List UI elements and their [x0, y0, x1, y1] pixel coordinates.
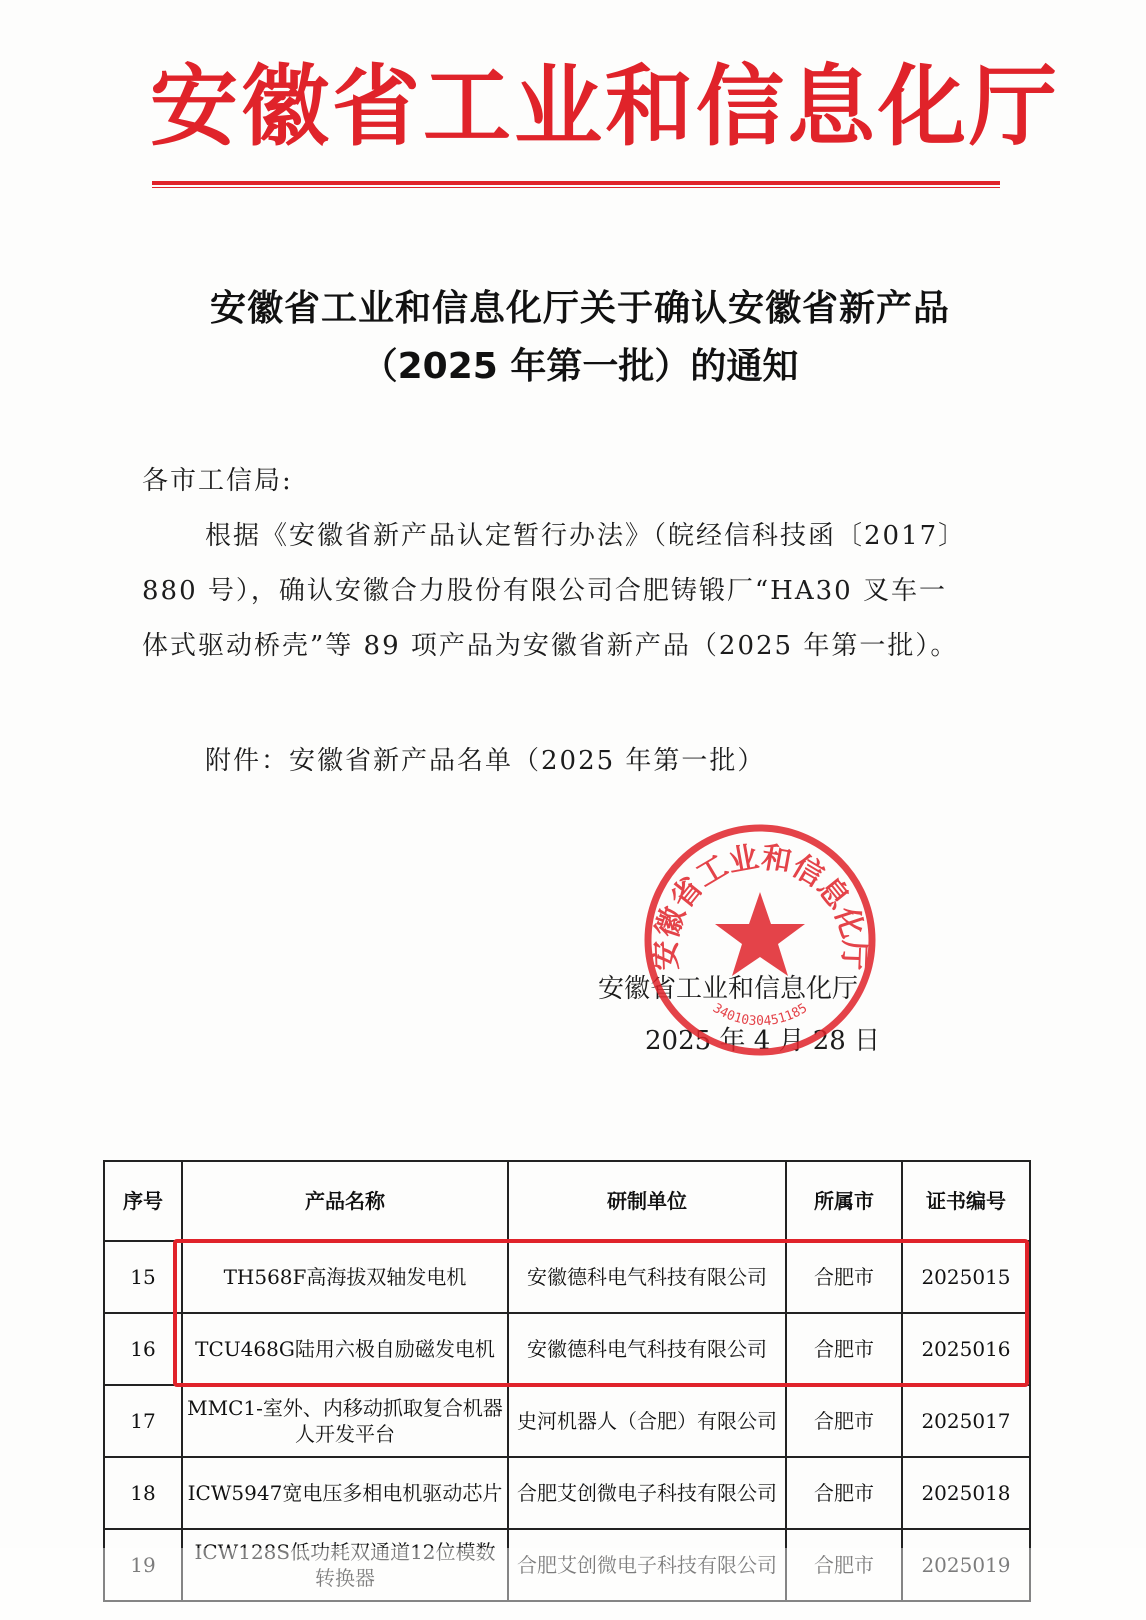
row-unit: 合肥艾创微电子科技有限公司 — [508, 1457, 786, 1529]
row-product: ICW128S低功耗双通道12位模数转换器 — [182, 1529, 508, 1601]
letterhead-title: 安徽省工业和信息化厅 — [150, 55, 1061, 158]
row-unit: 安徽德科电气科技有限公司 — [508, 1241, 786, 1313]
header-no: 序号 — [104, 1161, 182, 1241]
notice-title-line2: （2025 年第一批）的通知 — [361, 346, 799, 387]
row-city: 合肥市 — [786, 1241, 902, 1313]
row-cert: 2025018 — [902, 1457, 1030, 1529]
row-no: 19 — [104, 1529, 182, 1601]
star-icon — [715, 892, 805, 976]
header-unit: 研制单位 — [508, 1161, 786, 1241]
notice-title-line1: 安徽省工业和信息化厅关于确认安徽省新产品 — [209, 288, 950, 329]
body-line-3: 体式驱动桥壳”等 89 项产品为安徽省新产品（2025 年第一批）。 — [142, 631, 959, 661]
header-product: 产品名称 — [182, 1161, 508, 1241]
row-product: MMC1-室外、内移动抓取复合机器人开发平台 — [182, 1385, 508, 1457]
letterhead-divider-thin — [152, 187, 1000, 188]
row-cert: 2025016 — [902, 1313, 1030, 1385]
table-row — [104, 1385, 1030, 1457]
row-unit: 合肥艾创微电子科技有限公司 — [508, 1529, 786, 1601]
row-cert: 2025019 — [902, 1529, 1030, 1601]
salutation: 各市工信局: — [142, 466, 293, 496]
row-cert: 2025017 — [902, 1385, 1030, 1457]
row-cert: 2025015 — [902, 1241, 1030, 1313]
issuer-name: 安徽省工业和信息化厅 — [598, 974, 859, 1004]
row-unit: 史河机器人（合肥）有限公司 — [508, 1385, 786, 1457]
row-product: TH568F高海拔双轴发电机 — [182, 1241, 508, 1313]
official-seal — [640, 820, 880, 1060]
table-row — [104, 1457, 1030, 1529]
row-city: 合肥市 — [786, 1457, 902, 1529]
attachment-line: 附件：安徽省新产品名单（2025 年第一批） — [205, 746, 766, 776]
row-unit: 安徽德科电气科技有限公司 — [508, 1313, 786, 1385]
seal-number: 3401030451185 — [709, 1000, 811, 1030]
row-no: 15 — [104, 1241, 182, 1313]
table-header-row — [104, 1161, 1030, 1241]
row-city: 合肥市 — [786, 1529, 902, 1601]
svg-text:3401030451185 — [710, 1001, 810, 1029]
header-cert: 证书编号 — [902, 1161, 1030, 1241]
row-product: ICW5947宽电压多相电机驱动芯片 — [182, 1457, 508, 1529]
faded-bottom-overlay — [0, 1548, 1146, 1620]
row-no: 16 — [104, 1313, 182, 1385]
body-line-1: 根据《安徽省新产品认定暂行办法》（皖经信科技函〔2017〕 — [205, 521, 967, 551]
letterhead-divider — [152, 181, 1000, 185]
highlight-box — [173, 1239, 1029, 1387]
header-city: 所属市 — [786, 1161, 902, 1241]
body-line-2: 880 号），确认安徽合力股份有限公司合肥铸锻厂“HA30 叉车一 — [142, 576, 947, 606]
issue-date: 2025 年 4 月 28 日 — [645, 1026, 881, 1056]
seal-arc-text: 安徽省工业和信息化厅 — [648, 839, 872, 972]
row-city: 合肥市 — [786, 1313, 902, 1385]
row-no: 17 — [104, 1385, 182, 1457]
row-product: TCU468G陆用六极自励磁发电机 — [182, 1313, 508, 1385]
row-no: 18 — [104, 1457, 182, 1529]
row-city: 合肥市 — [786, 1385, 902, 1457]
